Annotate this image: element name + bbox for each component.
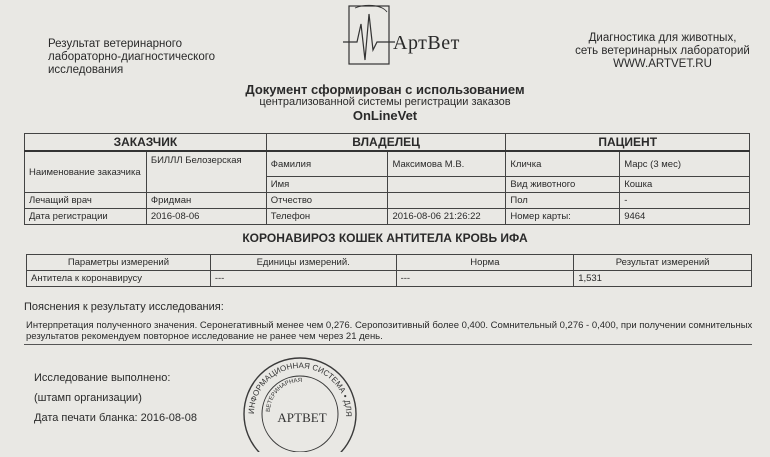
table-cell: Телефон <box>266 209 388 225</box>
table-row <box>27 271 752 287</box>
performed-by-label: Исследование выполнено: <box>34 372 171 384</box>
table-cell: Пол <box>506 193 620 209</box>
results-table <box>26 254 752 287</box>
table-cell: Фамилия <box>266 151 388 177</box>
divider <box>24 344 752 345</box>
table-cell: --- <box>210 271 396 287</box>
results-header-cell: Результат измерений <box>574 255 752 271</box>
customer-header: ЗАКАЗЧИК <box>25 134 267 152</box>
header-left-line: Результат ветеринарного <box>48 38 183 50</box>
table-cell: Вид животного <box>506 177 620 193</box>
stamp-center-text: АРТВЕТ <box>277 410 327 425</box>
results-header-cell: Единицы измерений. <box>210 255 396 271</box>
owner-header: ВЛАДЕЛЕЦ <box>266 134 506 152</box>
table-cell: 2016-08-06 <box>146 209 266 225</box>
patient-header: ПАЦИЕНТ <box>506 134 750 152</box>
table-cell: Дата регистрации <box>25 209 147 225</box>
table-cell <box>388 193 506 209</box>
table-cell: Наименование заказчика <box>25 151 147 193</box>
header-left-line: лабораторно-диагностического <box>48 51 216 63</box>
table-cell <box>388 177 506 193</box>
stamp-inner-text: ВЕТЕРИНАРНАЯ <box>265 377 303 413</box>
document-subtitle: централизованной системы регистрации заказов <box>259 96 511 108</box>
table-cell: Марс (3 мес) <box>620 151 750 177</box>
table-cell: Антитела к коронавирусу <box>27 271 211 287</box>
table-row <box>25 209 750 225</box>
table-cell: Максимова М.В. <box>388 151 506 177</box>
test-title: КОРОНАВИРОЗ КОШЕК АНТИТЕЛА КРОВЬ ИФА <box>242 231 528 245</box>
table-cell: БИЛЛЛ Белозерская <box>146 151 266 193</box>
results-header-cell: Параметры измерений <box>27 255 211 271</box>
header-right-line: сеть ветеринарных лабораторий <box>575 45 750 57</box>
table-cell: Отчество <box>266 193 388 209</box>
header-left-line: исследования <box>48 64 124 76</box>
table-row <box>25 151 750 177</box>
table-cell: Имя <box>266 177 388 193</box>
explanation-body: Интерпретация полученного значения. Серонегативный менее чем 0,276. Серопозитивный более 0,400. Сомнительный 0,276 - 0,400, при получении сомнительных результатов рекомендуем повторное исследование не ранее чем через 21 день. <box>26 320 753 342</box>
table-cell: Кличка <box>506 151 620 177</box>
table-cell: Лечащий врач <box>25 193 147 209</box>
stamp-outer-text: ИНФОРМАЦИОННАЯ СИСТЕМА • ДЛЯ <box>246 360 354 417</box>
results-header-cell: Норма <box>396 255 574 271</box>
stamp-seal-icon <box>240 352 360 452</box>
logo-text: АртВет <box>393 32 460 54</box>
document-title: Документ сформирован с использованием <box>245 82 525 97</box>
organization-stamp-label: (штамп организации) <box>34 392 142 404</box>
header-right-caption <box>560 32 765 71</box>
organization-stamp <box>240 352 360 452</box>
header-left-caption <box>48 38 248 77</box>
table-cell: - <box>620 193 750 209</box>
table-cell: Фридман <box>146 193 266 209</box>
table-cell: 1,531 <box>574 271 752 287</box>
header-right-line: WWW.ARTVET.RU <box>613 58 712 70</box>
explanation-title: Пояснения к результату исследования: <box>24 301 224 313</box>
table-cell: Кошка <box>620 177 750 193</box>
table-row <box>25 193 750 209</box>
table-cell: Номер карты: <box>506 209 620 225</box>
table-cell: --- <box>396 271 574 287</box>
artvet-logo <box>335 2 475 70</box>
table-cell: 9464 <box>620 209 750 225</box>
system-name: OnLineVet <box>352 108 418 123</box>
table-cell: 2016-08-06 21:26:22 <box>388 209 506 225</box>
table-row <box>27 255 752 271</box>
print-date: Дата печати бланка: 2016-08-08 <box>34 412 197 424</box>
header-right-line: Диагностика для животных, <box>588 32 737 44</box>
order-info-table <box>24 133 750 225</box>
